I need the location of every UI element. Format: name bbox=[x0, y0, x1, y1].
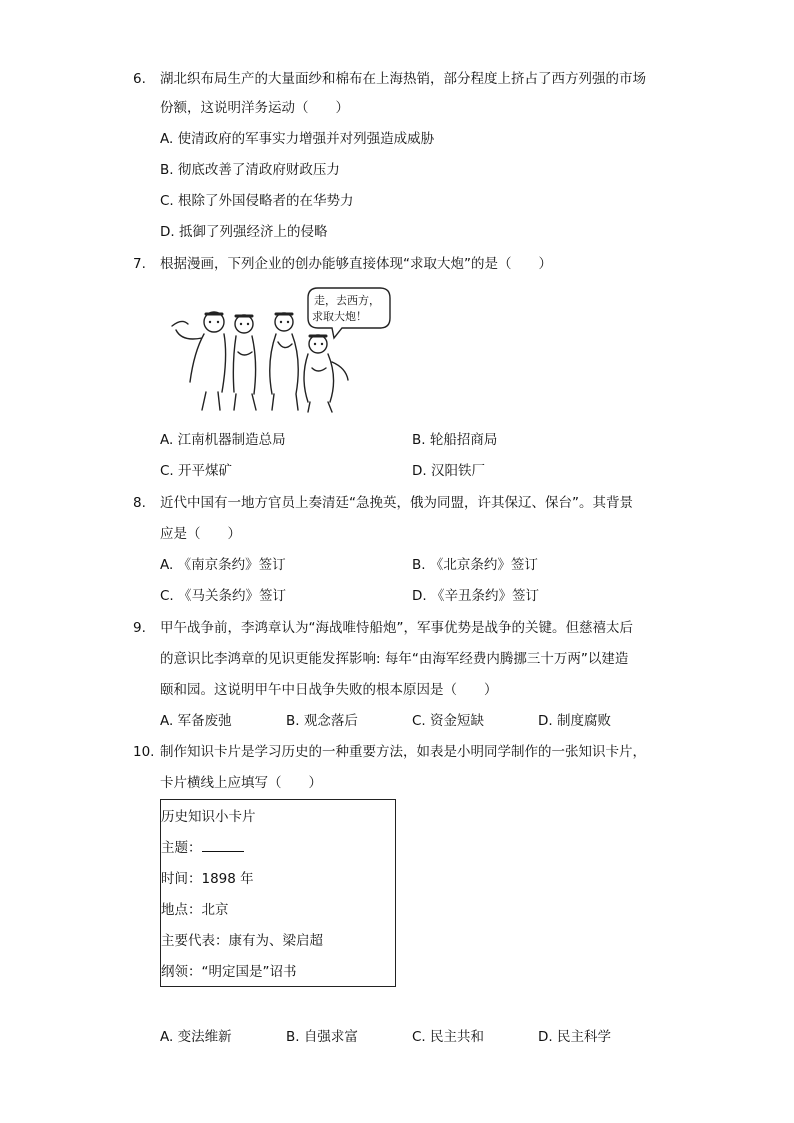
option-d[interactable]: D. 民主科学 bbox=[538, 1029, 611, 1045]
card-representatives: 主要代表：康有为、梁启超 bbox=[161, 933, 323, 949]
option-b[interactable]: B. 观念落后 bbox=[286, 713, 358, 729]
option-d[interactable]: D. 《辛丑条约》签订 bbox=[412, 588, 539, 604]
question-stem-line: 卡片横线上应填写（ ） bbox=[160, 775, 322, 791]
card-theme-blank bbox=[202, 839, 244, 852]
question-stem-line: 的意识比李鸿章的见识更能发挥影响: 每年“由海军经费内腾挪三十万两”以建造 bbox=[160, 651, 629, 667]
question-stem-line: 近代中国有一地方官员上奏清廷“急挽英，俄为同盟，许其保辽、保台”。其背景 bbox=[160, 495, 633, 511]
knowledge-card bbox=[160, 799, 396, 987]
question-number: 8. bbox=[133, 495, 146, 511]
question-stem-line: 份额，这说明洋务运动（ ） bbox=[160, 100, 349, 116]
speech-text-line-1: 走，去西方， bbox=[314, 294, 380, 307]
question-stem-line: 甲午战争前，李鸿章认为“海战唯恃船炮”，军事优势是战争的关键。但慈禧太后 bbox=[160, 620, 633, 636]
question-stem-line: 制作知识卡片是学习历史的一种重要方法，如表是小明同学制作的一张知识卡片， bbox=[160, 744, 646, 760]
option-a[interactable]: A. 《南京条约》签订 bbox=[160, 557, 286, 573]
option-c[interactable]: C. 开平煤矿 bbox=[160, 463, 233, 479]
question-stem-line: 湖北织布局生产的大量面纱和棉布在上海热销，部分程度上挤占了西方列强的市场 bbox=[160, 71, 646, 87]
option-b[interactable]: B. 《北京条约》签订 bbox=[412, 557, 538, 573]
option-b[interactable]: B. 彻底改善了清政府财政压力 bbox=[160, 162, 340, 178]
option-a[interactable]: A. 使清政府的军事实力增强并对列强造成威胁 bbox=[160, 131, 435, 147]
option-d[interactable]: D. 汉阳铁厂 bbox=[412, 463, 485, 479]
question-number: 10. bbox=[133, 744, 155, 760]
option-a[interactable]: A. 军备废弛 bbox=[160, 713, 232, 729]
question-number: 7. bbox=[133, 256, 146, 272]
option-c[interactable]: C. 资金短缺 bbox=[412, 713, 485, 729]
card-program: 纲领：“明定国是”诏书 bbox=[161, 964, 297, 980]
card-time: 时间：1898 年 bbox=[161, 871, 254, 887]
option-c[interactable]: C. 民主共和 bbox=[412, 1029, 485, 1045]
question-stem-line: 根据漫画，下列企业的创办能够直接体现“求取大炮”的是（ ） bbox=[160, 256, 552, 272]
card-theme-label: 主题： bbox=[161, 840, 202, 856]
option-d[interactable]: D. 制度腐败 bbox=[538, 713, 611, 729]
comic-illustration bbox=[162, 282, 392, 414]
option-b[interactable]: B. 自强求富 bbox=[286, 1029, 358, 1045]
option-a[interactable]: A. 变法维新 bbox=[160, 1029, 232, 1045]
question-stem-line: 颐和园。这说明甲午中日战争失败的根本原因是（ ） bbox=[160, 682, 498, 698]
option-a[interactable]: A. 江南机器制造总局 bbox=[160, 432, 286, 448]
question-number: 9. bbox=[133, 620, 146, 636]
option-b[interactable]: B. 轮船招商局 bbox=[412, 432, 498, 448]
card-theme bbox=[161, 838, 244, 858]
question-number: 6. bbox=[133, 71, 146, 87]
card-title: 历史知识小卡片 bbox=[161, 809, 256, 825]
option-c[interactable]: C. 根除了外国侵略者的在华势力 bbox=[160, 193, 354, 209]
option-d[interactable]: D. 抵御了列强经济上的侵略 bbox=[160, 224, 328, 240]
option-c[interactable]: C. 《马关条约》签订 bbox=[160, 588, 287, 604]
card-place: 地点：北京 bbox=[161, 902, 229, 918]
question-stem-line: 应是（ ） bbox=[160, 526, 241, 542]
speech-text-line-2: 求取大炮！ bbox=[312, 310, 367, 323]
